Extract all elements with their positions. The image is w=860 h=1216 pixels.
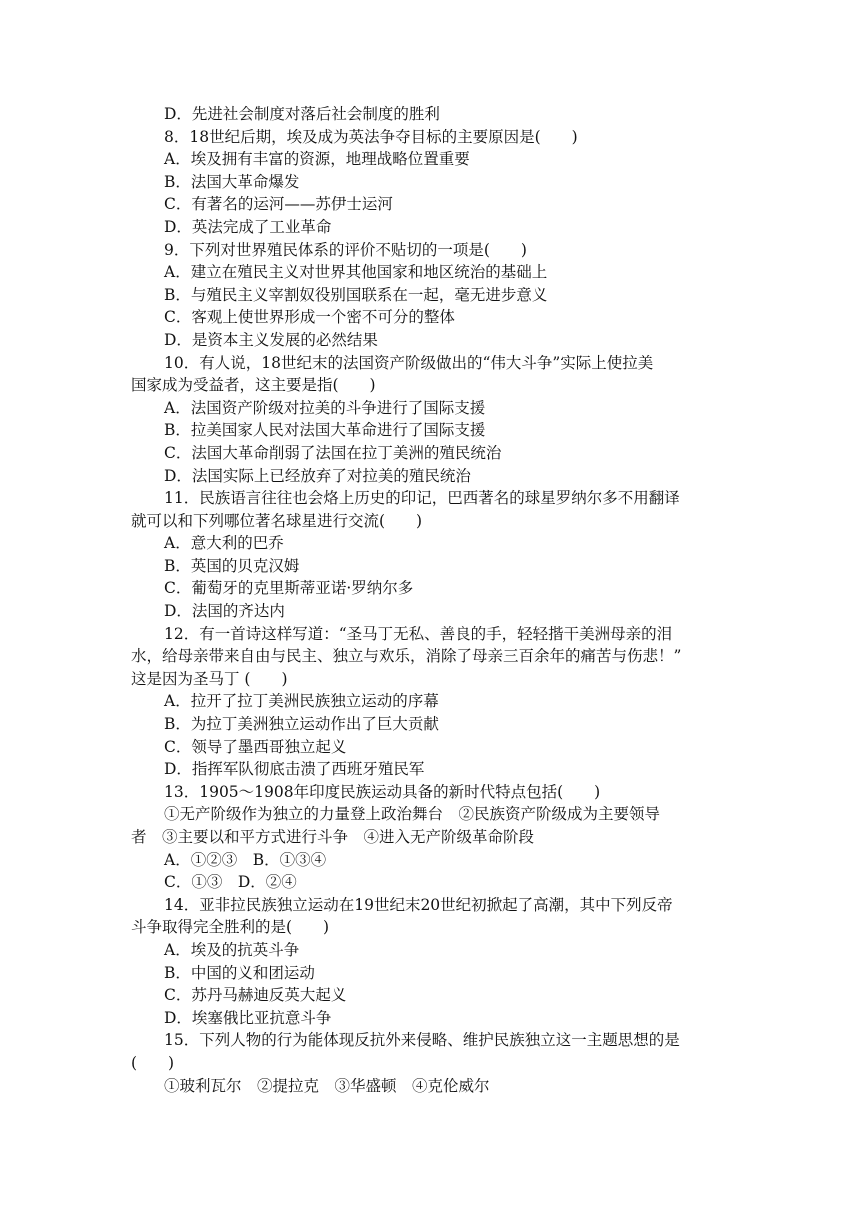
- text-line: ①玻利瓦尔 ②提拉克 ③华盛顿 ④克伦威尔: [164, 1076, 490, 1095]
- text-line: A．①②③ B．①③④: [164, 850, 327, 869]
- text-line: C．客观上使世界形成一个密不可分的整体: [164, 308, 455, 327]
- text-line: 8．18世纪后期，埃及成为英法争夺目标的主要原因是( ): [164, 127, 578, 146]
- text-line: ①无产阶级作为独立的力量登上政治舞台 ②民族资产阶级成为主要领导: [164, 805, 661, 824]
- text-line: 15．下列人物的行为能体现反抗外来侵略、维护民族独立这一主题思想的是: [164, 1031, 680, 1050]
- text-line: A．法国资产阶级对拉美的斗争进行了国际支援: [164, 398, 486, 417]
- text-line: C．领导了墨西哥独立起义: [164, 737, 347, 756]
- text-line: D．先进社会制度对落后社会制度的胜利: [164, 105, 440, 123]
- text-line: 12．有一首诗这样写道：“圣马丁无私、善良的手，轻轻揩干美洲母亲的泪: [164, 624, 673, 643]
- text-line: 这是因为圣马丁 ( ): [131, 669, 288, 688]
- text-line: C．法国大革命削弱了法国在拉丁美洲的殖民统治: [164, 443, 502, 462]
- text-line: 者 ③主要以和平方式进行斗争 ④进入无产阶级革命阶段: [131, 828, 535, 846]
- text-line: A．埃及的抗英斗争: [164, 940, 300, 959]
- text-line: ( ): [131, 1053, 175, 1072]
- text-line: 9．下列对世界殖民体系的评价不贴切的一项是( ): [164, 240, 527, 259]
- text-line: D．法国实际上已经放弃了对拉美的殖民统治: [164, 466, 471, 485]
- text-line: 就可以和下列哪位著名球星进行交流( ): [131, 511, 423, 530]
- text-line: D．指挥军队彻底击溃了西班牙殖民军: [164, 760, 425, 779]
- text-line: B．与殖民主义宰割奴役别国联系在一起，毫无进步意义: [164, 285, 548, 304]
- text-line: D．是资本主义发展的必然结果: [164, 330, 378, 349]
- text-line: 13．1905～1908年印度民族运动具备的新时代特点包括( ): [164, 782, 601, 801]
- text-line: B．法国大革命爆发: [164, 172, 300, 191]
- text-line: A．意大利的巴乔: [164, 534, 284, 553]
- text-line: D．埃塞俄比亚抗意斗争: [164, 1008, 332, 1027]
- text-line: C．苏丹马赫迪反英大起义: [164, 986, 347, 1005]
- text-line: 14．亚非拉民族独立运动在19世纪末20世纪初掀起了高潮，其中下列反帝: [164, 895, 673, 914]
- text-line: A．建立在殖民主义对世界其他国家和地区统治的基础上: [164, 263, 548, 282]
- text-line: C．有著名的运河——苏伊士运河: [164, 195, 393, 214]
- text-line: B．为拉丁美洲独立运动作出了巨大贡献: [164, 715, 439, 734]
- text-line: C．①③ D．②④: [164, 873, 297, 892]
- text-line: 水，给母亲带来自由与民主、独立与欢乐，消除了母亲三百余年的痛苦与伤悲！”: [131, 647, 682, 666]
- text-line: B．英国的贝克汉姆: [164, 556, 300, 575]
- text-line: B．拉美国家人民对法国大革命进行了国际支援: [164, 421, 486, 440]
- text-line: C．葡萄牙的克里斯蒂亚诺·罗纳尔多: [164, 579, 414, 598]
- text-line: 11．民族语言往往也会烙上历史的印记，巴西著名的球星罗纳尔多不用翻译: [164, 489, 680, 508]
- text-line: 10．有人说，18世纪末的法国资产阶级做出的“伟大斗争”实际上使拉美: [164, 353, 654, 372]
- text-line: B．中国的义和团运动: [164, 963, 315, 982]
- exam-text-block: [131, 103, 733, 1097]
- text-line: 斗争取得完全胜利的是( ): [131, 918, 330, 937]
- text-line: 国家成为受益者，这主要是指( ): [131, 376, 376, 395]
- text-line: D．英法完成了工业革命: [164, 217, 332, 236]
- text-line: A．埃及拥有丰富的资源，地理战略位置重要: [164, 150, 470, 169]
- text-line: A．拉开了拉丁美洲民族独立运动的序幕: [164, 692, 439, 711]
- text-line: D．法国的齐达内: [164, 602, 285, 621]
